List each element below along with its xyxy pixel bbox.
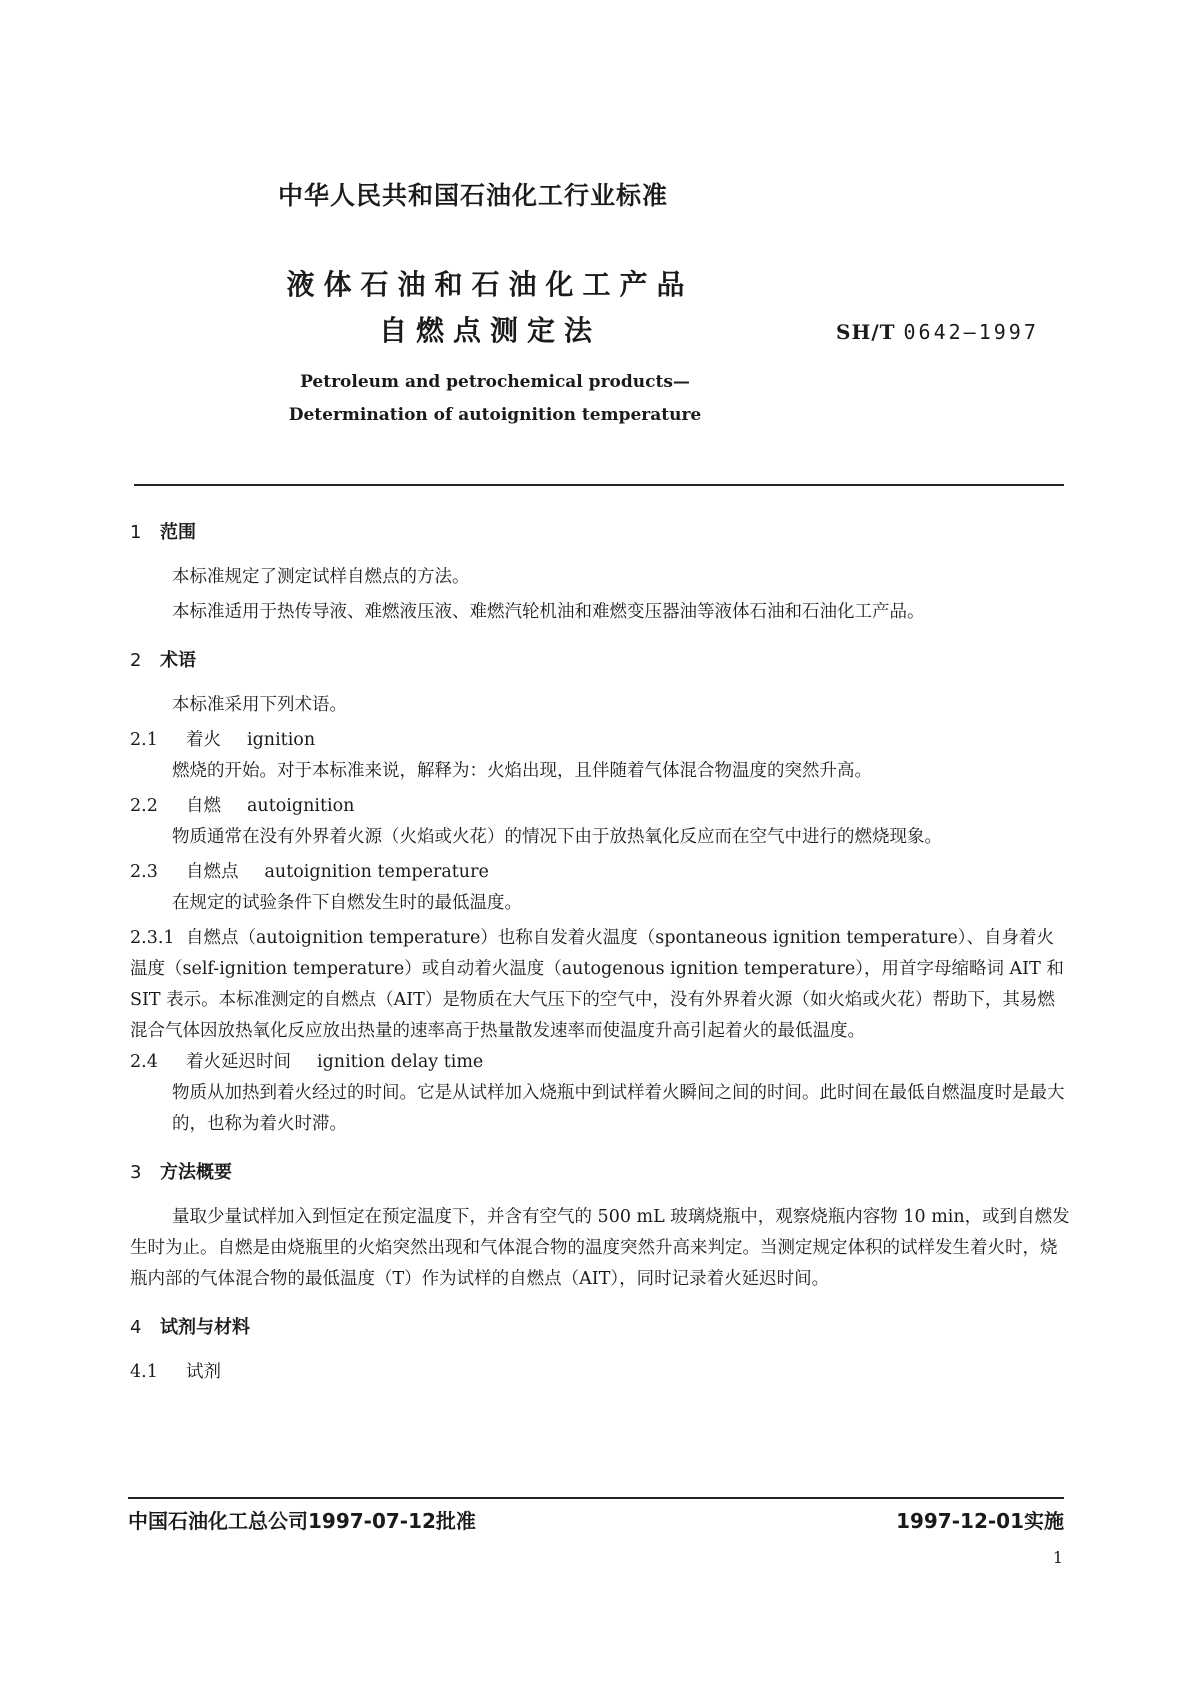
standard-code: 0642—1997 [903,320,1039,344]
term-2-2 [130,791,1070,822]
term-english: autoignition temperature [264,862,489,882]
clause-number: 2.3.1 [130,928,175,948]
english-title-line-1: Petroleum and petrochemical products— [300,372,690,392]
paragraph: 本标准规定了测定试样自燃点的方法。 [172,567,470,587]
section-title: 范围 [160,522,196,543]
section-number: 1 [130,522,142,543]
english-title-line-2: Determination of autoignition temperature [288,405,702,425]
section-number: 3 [130,1162,142,1183]
term-chinese: 自燃 [186,796,221,816]
clause-text: 自燃点（autoignition temperature）也称自发着火温度（spontaneous ignition temperature）、自身着火温度（self-ignition temperature）或自动着火温度（autogenous ignition temperature），用首字母缩略词 AIT 和 SIT 表示。本标准测定的自燃点（AIT）是物质在大气压下的空气中，没有外界着火源（如火焰或火花）帮助下，其易燃混合气体因放热氧化反应放出热量的速率高于热量散发速率而使温度升高引起着火的最低温度。 [130,928,1064,1041]
section-title: 方法概要 [160,1162,232,1183]
clause-number: 2.4 [130,1052,158,1072]
paragraph: 量取少量试样加入到恒定在预定温度下，并含有空气的 500 mL 玻璃烧瓶中，观察烧瓶内容物 10 min，或到自燃发生时为止。自燃是由烧瓶里的火焰突然出现和气体混合物的温度突然升高来判定。当测定规定体积的试样发生着火时，烧瓶内部的气体混合物的最低温度（T）作为试样的自燃点（AIT），同时记录着火延迟时间。 [130,1207,1070,1289]
page-number: 1 [1052,1548,1063,1567]
term-chinese: 着火延迟时间 [186,1052,291,1072]
section-heading-terms [130,646,1070,672]
chinese-title-line-2: 自燃点测定法 [378,314,601,347]
section-title: 试剂与材料 [160,1317,250,1338]
standard-number [836,320,1039,344]
term-english: ignition delay time [317,1052,484,1072]
approval-line: 中国石油化工总公司1997-07-12批准 [128,1509,476,1533]
clause-number: 2.3 [130,862,158,882]
document-body [130,518,1070,1388]
term-definition: 物质从加热到着火经过的时间。它是从试样加入烧瓶中到试样着火瞬间之间的时间。此时间在最低自燃温度时是最大的，也称为着火时滞。 [172,1083,1065,1134]
clause-2-3-1 [130,923,1070,1047]
section-heading-method-summary [130,1158,1070,1184]
clause-title: 试剂 [186,1362,221,1382]
footer-divider [128,1497,1064,1499]
section-heading-scope [130,518,1070,544]
paragraph: 本标准适用于热传导液、难燃液压液、难燃汽轮机油和难燃变压器油等液体石油和石油化工产品。 [172,602,925,622]
term-english: ignition [247,730,316,750]
section-heading-reagents [130,1313,1070,1339]
clause-number: 2.2 [130,796,158,816]
term-definition: 在规定的试验条件下自燃发生时的最低温度。 [172,893,522,913]
effective-date: 1997-12-01实施 [896,1509,1064,1533]
term-definition: 物质通常在没有外界着火源（火焰或火花）的情况下由于放热氧化反应而在空气中进行的燃烧现象。 [172,827,942,847]
chinese-title-line-1: 液体石油和石油化工产品 [286,268,694,301]
chinese-title [260,262,720,354]
section-title: 术语 [160,650,196,671]
term-2-3 [130,857,1070,888]
standard-prefix: SH/T [836,320,896,344]
paragraph: 本标准采用下列术语。 [172,695,347,715]
section-number: 4 [130,1317,142,1338]
clause-number: 4.1 [130,1362,158,1382]
term-chinese: 自燃点 [186,862,239,882]
term-2-1 [130,725,1070,756]
clause-number: 2.1 [130,730,158,750]
clause-4-1 [130,1357,1070,1388]
standard-organization-title: 中华人民共和国石油化工行业标准 [278,181,669,210]
term-2-4 [130,1047,1070,1078]
section-number: 2 [130,650,142,671]
header-divider [134,484,1064,486]
term-english: autoignition [247,796,355,816]
english-title [260,366,730,432]
term-definition: 燃烧的开始。对于本标准来说，解释为：火焰出现，且伴随着气体混合物温度的突然升高。 [172,761,872,781]
term-chinese: 着火 [186,730,221,750]
